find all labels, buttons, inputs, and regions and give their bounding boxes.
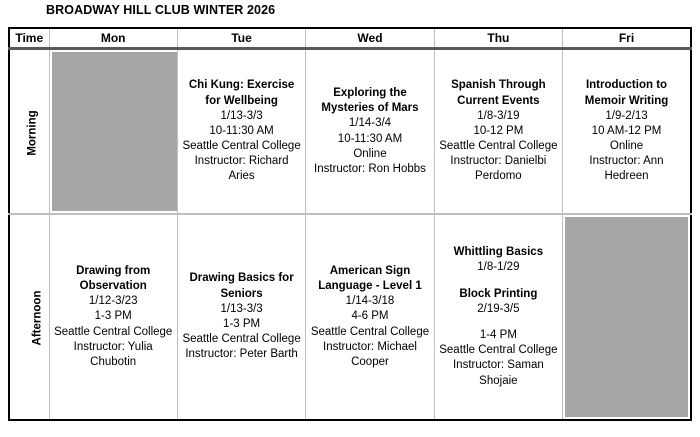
row-label-morning [9, 49, 49, 215]
column-header-tue: Tue [177, 28, 305, 49]
class-title: Drawing from Observation [76, 264, 151, 293]
class-dates: 1/9-2/13 [605, 109, 648, 122]
class-entry-separator [439, 276, 558, 287]
class-time: 10 AM-12 PM [591, 124, 662, 137]
class-location: Online [353, 147, 387, 160]
class-title: American Sign Language - Level 1 [318, 264, 422, 293]
class-instructor: Instructor: Ann Hedreen [589, 155, 664, 183]
class-cell-mon-afternoon [49, 214, 177, 420]
class-cell-tue-morning [177, 49, 305, 215]
row-label-afternoon-text: Afternoon [31, 290, 44, 346]
class-title: Introduction to Memoir Writing [584, 79, 669, 107]
class-location: Seattle Central College [439, 140, 558, 153]
class-instructor: Instructor: Yulia Chubotin [73, 340, 153, 368]
class-cell-thu-morning [434, 49, 562, 215]
class-dates: 1/14-3/4 [348, 117, 392, 130]
class-instructor: Instructor: Michael Cooper [323, 340, 417, 368]
class-entry [306, 262, 433, 372]
class-instructor: Instructor: Richard Aries [194, 155, 289, 183]
column-header-wed: Wed [306, 28, 434, 49]
row-label-morning-text: Morning [26, 109, 39, 156]
class-title: Exploring the Mysteries of Mars [321, 86, 419, 115]
class-title: Drawing Basics for Seniors [189, 272, 294, 300]
column-header-fri: Fri [563, 28, 691, 49]
class-location: Seattle Central College [310, 325, 430, 338]
class-title-secondary: Block Printing [459, 287, 538, 300]
class-entry [178, 269, 305, 364]
class-instructor: Instructor: Ron Hobbs [314, 162, 426, 175]
class-location: Seattle Central College [182, 140, 301, 153]
class-dates-secondary: 2/19-3/5 [477, 302, 520, 315]
class-entry [50, 262, 177, 372]
class-time: 10-11:30 AM [337, 132, 403, 145]
column-header-mon: Mon [49, 28, 177, 49]
class-dates: 1/8-3/19 [477, 109, 520, 122]
class-instructor: Instructor: Danielbi Perdomo [450, 155, 547, 183]
class-dates: 1/8-1/29 [477, 261, 520, 274]
class-location: Seattle Central College [439, 344, 558, 357]
row-label-afternoon [9, 214, 49, 420]
blocked-slot-fill [565, 217, 688, 417]
class-dates: 1/13-3/3 [220, 109, 263, 122]
class-time: 10-11:30 AM [209, 124, 274, 137]
class-location: Seattle Central College [182, 333, 301, 346]
class-instructor: Instructor: Peter Barth [185, 348, 298, 361]
page-title: BROADWAY HILL CLUB WINTER 2026 [46, 3, 276, 17]
class-cell-wed-morning [306, 49, 434, 215]
table-header [9, 28, 691, 49]
class-dates: 1/14-3/18 [345, 295, 395, 308]
class-time: 1-4 PM [479, 329, 517, 341]
class-entry [306, 84, 433, 179]
class-dates: 1/12-3/23 [88, 295, 138, 308]
header-row [9, 28, 691, 49]
class-cell-fri-afternoon [563, 214, 691, 420]
class-time: 10-12 PM [473, 124, 524, 137]
table-body [9, 49, 691, 421]
weekly-schedule-table [8, 27, 692, 421]
class-entry [178, 76, 305, 186]
class-time: 4-6 PM [351, 310, 389, 323]
class-title: Spanish Through Current Events [451, 79, 546, 107]
class-title: Chi Kung: Exercise for Wellbeing [188, 79, 295, 107]
column-header-thu: Thu [434, 28, 562, 49]
class-dates: 1/13-3/3 [220, 302, 263, 315]
class-time: 1-3 PM [223, 318, 261, 330]
class-time: 1-3 PM [94, 310, 132, 323]
class-location: Online [609, 140, 644, 153]
class-cell-wed-afternoon [306, 214, 434, 420]
class-title: Whittling Basics [453, 246, 544, 259]
class-cell-mon-morning [49, 49, 177, 215]
column-header-time: Time [9, 28, 49, 49]
class-cell-tue-afternoon [177, 214, 305, 420]
table-row [9, 49, 691, 215]
class-cell-thu-afternoon [434, 214, 562, 420]
class-entry [435, 76, 562, 186]
class-instructor: Instructor: Saman Shojaie [452, 359, 544, 387]
blocked-slot-fill [52, 52, 177, 211]
class-entry [563, 76, 690, 186]
class-entry [435, 243, 562, 390]
class-location: Seattle Central College [54, 325, 173, 338]
table-row [9, 214, 691, 420]
class-cell-fri-morning [563, 49, 691, 215]
class-entry-separator [439, 317, 558, 328]
